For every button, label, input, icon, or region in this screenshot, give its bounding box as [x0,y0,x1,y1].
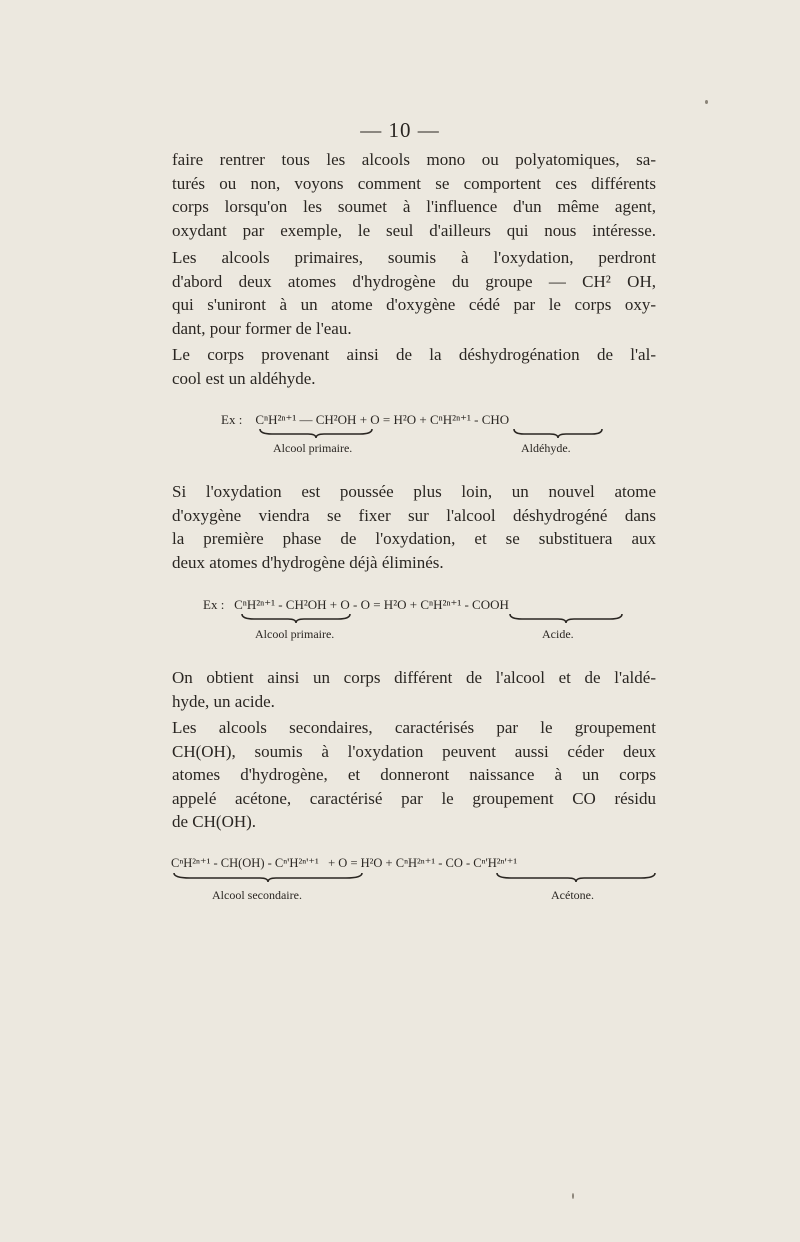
eq1-label-right: Aldéhyde. [521,441,571,455]
eq2-label-right: Acide. [542,627,574,641]
eq3-brace-left [172,870,364,884]
eq3-brace-right [495,870,657,884]
paragraph-1 [172,148,656,242]
eq2-label-left: Alcool primaire. [255,627,335,641]
paragraph-4 [172,480,656,574]
eq2-prefix: Ex : [203,597,225,612]
paragraph-2 [172,246,656,340]
eq3-label-left: Alcool secondaire. [212,888,302,902]
text-line: la première phase de l'oxydation, et se substituera aux [172,529,656,548]
text-line: d'abord deux atomes d'hydrogène du groupe — CH² OH, [172,271,656,291]
text-line: qui s'uniront à un atome d'oxygène cédé par le corps oxy- [172,295,656,314]
text-line: de CH(OH). [172,812,257,831]
eq2-brace-left [240,611,352,625]
eq3-left-term: CⁿH²ⁿ⁺¹ - CH(OH) - Cⁿ'H²ⁿ'⁺¹ [171,856,319,870]
text-line: Si l'oxydation est poussée plus loin, un nouvel atome [172,482,656,501]
text-line: hyde, un acide. [172,691,275,711]
eq1-label-left: Alcool primaire. [273,441,353,455]
eq2-middle: + O - O = H²O + [329,597,418,612]
text-line: d'oxygène viendra se fixer sur l'alcool déshydrogéné dans [172,505,656,525]
text-line: CH(OH), soumis à l'oxydation peuvent aussi céder deux [172,741,656,761]
text-line: Les alcools primaires, soumis à l'oxydation, perdront [172,248,656,267]
paper-speck [705,100,708,104]
eq1-left-term: CⁿH²ⁿ⁺¹ — CH²OH [255,412,357,427]
eq3-middle: + O = H²O + [328,856,393,870]
eq1-middle: + O = H²O + [359,412,427,427]
text-line: deux atomes d'hydrogène déjà éliminés. [172,552,444,572]
eq2-right-term: CⁿH²ⁿ⁺¹ - COOH [420,597,509,612]
text-line: Les alcools secondaires, caractérisés par le groupement [172,718,656,737]
text-line: oxydant par exemple, le seul d'ailleurs qui nous intéresse. [172,220,656,240]
text-line: corps lorsqu'on les soumet à l'influence d'un même agent, [172,197,656,216]
paragraph-5 [172,666,656,713]
text-line: atomes d'hydrogène, et donneront naissance à un corps [172,765,656,784]
eq2-left-term: CⁿH²ⁿ⁺¹ - CH²OH [234,597,327,612]
text-line: On obtient ainsi un corps différent de l'alcool et de l'aldé- [172,668,656,687]
text-line: turés ou non, voyons comment se comportent ces différents [172,173,656,193]
eq3-right-term: CⁿH²ⁿ⁺¹ - CO - Cⁿ'H²ⁿ'⁺¹ [395,856,518,870]
paragraph-6 [172,716,656,834]
eq1-brace-right [512,426,604,440]
eq2-brace-right [508,611,624,625]
text-line: dant, pour former de l'eau. [172,318,352,338]
text-line: Le corps provenant ainsi de la déshydrogénation de l'al- [172,345,656,364]
text-line: faire rentrer tous les alcools mono ou polyatomiques, sa- [172,150,656,169]
paper-speck [572,1193,574,1199]
equation-3 [171,855,517,871]
eq1-prefix: Ex : [221,412,243,427]
page-number: — 10 — [360,118,440,142]
text-line: cool est un aldéhyde. [172,368,316,388]
text-line: appelé acétone, caractérisé par le groupement CO résidu [172,788,656,808]
paragraph-3 [172,343,656,390]
eq1-brace-left [258,426,374,440]
eq3-label-right: Acétone. [551,888,594,902]
eq1-right-term: CⁿH²ⁿ⁺¹ - CHO [430,412,510,427]
